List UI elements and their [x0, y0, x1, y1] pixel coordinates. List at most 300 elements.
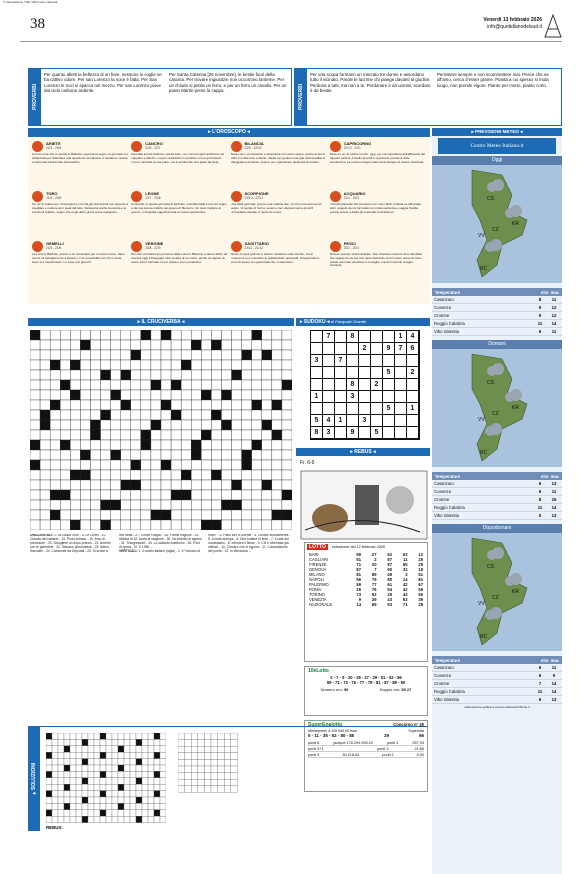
crossword-cell[interactable] — [141, 330, 151, 340]
crossword-cell[interactable] — [181, 430, 191, 440]
crossword-cell[interactable] — [90, 500, 100, 510]
crossword-cell[interactable] — [40, 500, 50, 510]
crossword-cell[interactable] — [40, 370, 50, 380]
sudoku-cell[interactable] — [407, 355, 419, 367]
sudoku-cell[interactable] — [359, 427, 371, 439]
crossword-cell[interactable] — [252, 460, 262, 470]
sudoku-cell[interactable] — [407, 415, 419, 427]
crossword-cell[interactable] — [60, 340, 70, 350]
crossword-cell[interactable] — [151, 460, 161, 470]
crossword-cell[interactable] — [191, 380, 201, 390]
crossword-cell[interactable] — [221, 380, 231, 390]
crossword-cell[interactable] — [262, 460, 272, 470]
crossword-cell[interactable] — [90, 360, 100, 370]
crossword-cell[interactable] — [221, 460, 231, 470]
crossword-cell[interactable] — [161, 430, 171, 440]
crossword-cell[interactable] — [141, 420, 151, 430]
sudoku-cell[interactable] — [335, 367, 347, 379]
sudoku-cell[interactable] — [347, 355, 359, 367]
sudoku-cell[interactable] — [335, 379, 347, 391]
crossword-cell[interactable] — [221, 430, 231, 440]
crossword-cell[interactable] — [101, 420, 111, 430]
sudoku-cell[interactable]: 8 — [347, 379, 359, 391]
crossword-cell[interactable] — [70, 490, 80, 500]
crossword-cell[interactable] — [40, 480, 50, 490]
crossword-cell[interactable] — [30, 500, 40, 510]
crossword-cell[interactable] — [111, 360, 121, 370]
crossword-cell[interactable] — [111, 430, 121, 440]
sudoku-cell[interactable] — [371, 355, 383, 367]
crossword-cell[interactable] — [211, 450, 221, 460]
crossword-cell[interactable] — [70, 410, 80, 420]
crossword-cell[interactable] — [151, 440, 161, 450]
sudoku-cell[interactable] — [323, 403, 335, 415]
crossword-cell[interactable] — [40, 490, 50, 500]
crossword-cell[interactable] — [252, 340, 262, 350]
crossword-cell[interactable] — [282, 460, 292, 470]
sudoku-cell[interactable]: 5 — [371, 427, 383, 439]
crossword-cell[interactable] — [201, 510, 211, 520]
crossword-cell[interactable] — [181, 400, 191, 410]
crossword-cell[interactable] — [211, 440, 221, 450]
sudoku-cell[interactable] — [359, 367, 371, 379]
crossword-cell[interactable] — [252, 470, 262, 480]
crossword-cell[interactable] — [211, 470, 221, 480]
crossword-cell[interactable] — [40, 450, 50, 460]
crossword-cell[interactable] — [80, 440, 90, 450]
crossword-cell[interactable] — [272, 380, 282, 390]
crossword-cell[interactable] — [121, 360, 131, 370]
crossword-cell[interactable] — [50, 350, 60, 360]
crossword-cell[interactable] — [252, 490, 262, 500]
crossword-cell[interactable] — [121, 350, 131, 360]
crossword-cell[interactable] — [201, 330, 211, 340]
crossword-cell[interactable] — [171, 520, 181, 530]
crossword-cell[interactable] — [101, 380, 111, 390]
crossword-cell[interactable] — [262, 430, 272, 440]
crossword-cell[interactable] — [60, 480, 70, 490]
crossword-cell[interactable] — [60, 430, 70, 440]
sudoku-cell[interactable] — [335, 427, 347, 439]
crossword-cell[interactable] — [161, 460, 171, 470]
crossword-cell[interactable] — [161, 510, 171, 520]
crossword-cell[interactable] — [101, 370, 111, 380]
crossword-cell[interactable] — [181, 480, 191, 490]
sudoku-cell[interactable] — [395, 415, 407, 427]
crossword-cell[interactable] — [282, 500, 292, 510]
crossword-cell[interactable] — [50, 440, 60, 450]
crossword-cell[interactable] — [191, 480, 201, 490]
crossword-cell[interactable] — [131, 350, 141, 360]
crossword-cell[interactable] — [252, 520, 262, 530]
crossword-cell[interactable] — [111, 370, 121, 380]
crossword-cell[interactable] — [221, 500, 231, 510]
crossword-cell[interactable] — [232, 510, 242, 520]
crossword-cell[interactable] — [30, 440, 40, 450]
crossword-cell[interactable] — [272, 480, 282, 490]
crossword-cell[interactable] — [30, 510, 40, 520]
crossword-cell[interactable] — [80, 500, 90, 510]
crossword-cell[interactable] — [211, 480, 221, 490]
crossword-cell[interactable] — [131, 510, 141, 520]
crossword-cell[interactable] — [221, 400, 231, 410]
sudoku-cell[interactable]: 6 — [407, 343, 419, 355]
crossword-cell[interactable] — [50, 450, 60, 460]
crossword-cell[interactable] — [30, 520, 40, 530]
crossword-cell[interactable] — [40, 410, 50, 420]
crossword-cell[interactable] — [101, 390, 111, 400]
sudoku-cell[interactable]: 7 — [395, 343, 407, 355]
crossword-cell[interactable] — [151, 390, 161, 400]
crossword-cell[interactable] — [171, 500, 181, 510]
crossword-cell[interactable] — [80, 470, 90, 480]
crossword-cell[interactable] — [232, 440, 242, 450]
sudoku-cell[interactable] — [335, 343, 347, 355]
crossword-cell[interactable] — [101, 350, 111, 360]
crossword-cell[interactable] — [232, 390, 242, 400]
crossword-cell[interactable] — [80, 340, 90, 350]
sudoku-cell[interactable] — [311, 331, 323, 343]
crossword-cell[interactable] — [40, 380, 50, 390]
crossword-cell[interactable] — [191, 360, 201, 370]
crossword-cell[interactable] — [151, 420, 161, 430]
crossword-cell[interactable] — [60, 380, 70, 390]
crossword-cell[interactable] — [262, 400, 272, 410]
crossword-cell[interactable] — [221, 520, 231, 530]
crossword-cell[interactable] — [80, 390, 90, 400]
crossword-cell[interactable] — [80, 420, 90, 430]
sudoku-cell[interactable] — [395, 403, 407, 415]
crossword-cell[interactable] — [60, 390, 70, 400]
crossword-cell[interactable] — [171, 380, 181, 390]
sudoku-cell[interactable]: 9 — [347, 427, 359, 439]
crossword-cell[interactable] — [201, 450, 211, 460]
sudoku-cell[interactable]: 3 — [323, 427, 335, 439]
sudoku-cell[interactable] — [407, 379, 419, 391]
crossword-cell[interactable] — [80, 360, 90, 370]
crossword-cell[interactable] — [40, 360, 50, 370]
crossword-cell[interactable] — [90, 410, 100, 420]
crossword-cell[interactable] — [141, 430, 151, 440]
sudoku-cell[interactable] — [383, 331, 395, 343]
crossword-cell[interactable] — [80, 330, 90, 340]
crossword-cell[interactable] — [171, 340, 181, 350]
sudoku-cell[interactable] — [383, 379, 395, 391]
sudoku-cell[interactable] — [395, 367, 407, 379]
crossword-cell[interactable] — [151, 490, 161, 500]
crossword-cell[interactable] — [101, 410, 111, 420]
crossword-grid[interactable] — [30, 330, 292, 530]
crossword-cell[interactable] — [151, 510, 161, 520]
crossword-cell[interactable] — [111, 460, 121, 470]
crossword-cell[interactable] — [70, 370, 80, 380]
sudoku-cell[interactable]: 3 — [311, 355, 323, 367]
crossword-cell[interactable] — [252, 440, 262, 450]
crossword-cell[interactable] — [131, 330, 141, 340]
crossword-cell[interactable] — [70, 340, 80, 350]
sudoku-cell[interactable] — [371, 415, 383, 427]
crossword-cell[interactable] — [201, 350, 211, 360]
crossword-cell[interactable] — [191, 350, 201, 360]
crossword-cell[interactable] — [90, 510, 100, 520]
crossword-cell[interactable] — [151, 410, 161, 420]
crossword-cell[interactable] — [121, 470, 131, 480]
crossword-cell[interactable] — [131, 380, 141, 390]
crossword-cell[interactable] — [121, 440, 131, 450]
crossword-cell[interactable] — [60, 450, 70, 460]
crossword-cell[interactable] — [191, 450, 201, 460]
crossword-cell[interactable] — [191, 520, 201, 530]
crossword-cell[interactable] — [221, 450, 231, 460]
crossword-cell[interactable] — [70, 480, 80, 490]
crossword-cell[interactable] — [191, 420, 201, 430]
crossword-cell[interactable] — [191, 410, 201, 420]
crossword-cell[interactable] — [191, 430, 201, 440]
crossword-cell[interactable] — [161, 440, 171, 450]
crossword-cell[interactable] — [111, 330, 121, 340]
crossword-cell[interactable] — [171, 350, 181, 360]
crossword-cell[interactable] — [252, 430, 262, 440]
crossword-cell[interactable] — [50, 480, 60, 490]
crossword-cell[interactable] — [50, 360, 60, 370]
crossword-cell[interactable] — [30, 330, 40, 340]
crossword-cell[interactable] — [80, 490, 90, 500]
crossword-cell[interactable] — [181, 380, 191, 390]
crossword-cell[interactable] — [242, 360, 252, 370]
crossword-cell[interactable] — [282, 450, 292, 460]
crossword-cell[interactable] — [201, 400, 211, 410]
crossword-cell[interactable] — [50, 490, 60, 500]
crossword-cell[interactable] — [161, 500, 171, 510]
crossword-cell[interactable] — [171, 410, 181, 420]
crossword-cell[interactable] — [232, 490, 242, 500]
sudoku-cell[interactable] — [323, 379, 335, 391]
crossword-cell[interactable] — [141, 510, 151, 520]
crossword-cell[interactable] — [242, 330, 252, 340]
crossword-cell[interactable] — [181, 330, 191, 340]
crossword-cell[interactable] — [201, 430, 211, 440]
crossword-cell[interactable] — [282, 490, 292, 500]
crossword-cell[interactable] — [151, 480, 161, 490]
crossword-cell[interactable] — [262, 500, 272, 510]
crossword-cell[interactable] — [201, 460, 211, 470]
crossword-cell[interactable] — [272, 440, 282, 450]
crossword-cell[interactable] — [171, 420, 181, 430]
sudoku-cell[interactable] — [371, 331, 383, 343]
crossword-cell[interactable] — [211, 500, 221, 510]
crossword-cell[interactable] — [232, 430, 242, 440]
crossword-cell[interactable] — [171, 370, 181, 380]
crossword-cell[interactable] — [221, 510, 231, 520]
crossword-cell[interactable] — [40, 400, 50, 410]
crossword-cell[interactable] — [70, 450, 80, 460]
crossword-cell[interactable] — [60, 490, 70, 500]
crossword-cell[interactable] — [272, 350, 282, 360]
crossword-cell[interactable] — [181, 370, 191, 380]
crossword-cell[interactable] — [262, 330, 272, 340]
crossword-cell[interactable] — [262, 380, 272, 390]
sudoku-cell[interactable]: 9 — [383, 343, 395, 355]
crossword-cell[interactable] — [232, 420, 242, 430]
crossword-cell[interactable] — [211, 360, 221, 370]
crossword-cell[interactable] — [30, 470, 40, 480]
crossword-cell[interactable] — [80, 480, 90, 490]
crossword-cell[interactable] — [131, 440, 141, 450]
sudoku-cell[interactable]: 2 — [407, 367, 419, 379]
crossword-cell[interactable] — [90, 430, 100, 440]
crossword-cell[interactable] — [121, 430, 131, 440]
crossword-cell[interactable] — [201, 440, 211, 450]
crossword-cell[interactable] — [242, 450, 252, 460]
crossword-cell[interactable] — [201, 500, 211, 510]
sudoku-cell[interactable] — [395, 355, 407, 367]
crossword-cell[interactable] — [40, 460, 50, 470]
crossword-cell[interactable] — [161, 400, 171, 410]
crossword-cell[interactable] — [262, 420, 272, 430]
sudoku-cell[interactable] — [395, 427, 407, 439]
sudoku-cell[interactable] — [335, 391, 347, 403]
crossword-cell[interactable] — [60, 350, 70, 360]
crossword-cell[interactable] — [141, 460, 151, 470]
crossword-cell[interactable] — [181, 460, 191, 470]
crossword-cell[interactable] — [221, 480, 231, 490]
crossword-cell[interactable] — [121, 450, 131, 460]
crossword-cell[interactable] — [252, 480, 262, 490]
crossword-cell[interactable] — [141, 370, 151, 380]
crossword-cell[interactable] — [70, 380, 80, 390]
crossword-cell[interactable] — [151, 470, 161, 480]
crossword-cell[interactable] — [191, 490, 201, 500]
crossword-cell[interactable] — [242, 400, 252, 410]
crossword-cell[interactable] — [211, 390, 221, 400]
crossword-cell[interactable] — [282, 360, 292, 370]
crossword-cell[interactable] — [242, 390, 252, 400]
sudoku-cell[interactable]: 1 — [407, 403, 419, 415]
crossword-cell[interactable] — [60, 470, 70, 480]
crossword-cell[interactable] — [151, 380, 161, 390]
crossword-cell[interactable] — [151, 330, 161, 340]
crossword-cell[interactable] — [232, 500, 242, 510]
crossword-cell[interactable] — [191, 390, 201, 400]
sudoku-cell[interactable] — [359, 403, 371, 415]
crossword-cell[interactable] — [80, 410, 90, 420]
crossword-cell[interactable] — [50, 370, 60, 380]
crossword-cell[interactable] — [40, 340, 50, 350]
sudoku-cell[interactable] — [395, 391, 407, 403]
crossword-cell[interactable] — [181, 450, 191, 460]
crossword-cell[interactable] — [221, 490, 231, 500]
crossword-cell[interactable] — [201, 360, 211, 370]
crossword-cell[interactable] — [242, 370, 252, 380]
crossword-cell[interactable] — [80, 400, 90, 410]
crossword-cell[interactable] — [40, 420, 50, 430]
crossword-cell[interactable] — [70, 440, 80, 450]
crossword-cell[interactable] — [181, 510, 191, 520]
crossword-cell[interactable] — [30, 460, 40, 470]
crossword-cell[interactable] — [272, 330, 282, 340]
crossword-cell[interactable] — [70, 390, 80, 400]
crossword-cell[interactable] — [131, 430, 141, 440]
crossword-cell[interactable] — [121, 390, 131, 400]
crossword-cell[interactable] — [80, 460, 90, 470]
crossword-cell[interactable] — [171, 330, 181, 340]
crossword-cell[interactable] — [60, 520, 70, 530]
crossword-cell[interactable] — [272, 370, 282, 380]
crossword-cell[interactable] — [30, 370, 40, 380]
crossword-cell[interactable] — [171, 400, 181, 410]
crossword-cell[interactable] — [131, 360, 141, 370]
crossword-cell[interactable] — [151, 370, 161, 380]
crossword-cell[interactable] — [111, 340, 121, 350]
crossword-cell[interactable] — [272, 460, 282, 470]
crossword-cell[interactable] — [90, 400, 100, 410]
crossword-cell[interactable] — [161, 340, 171, 350]
crossword-cell[interactable] — [262, 520, 272, 530]
sudoku-cell[interactable]: 7 — [323, 331, 335, 343]
crossword-cell[interactable] — [30, 410, 40, 420]
crossword-cell[interactable] — [191, 510, 201, 520]
crossword-cell[interactable] — [70, 520, 80, 530]
crossword-cell[interactable] — [121, 460, 131, 470]
crossword-cell[interactable] — [131, 390, 141, 400]
sudoku-cell[interactable]: 8 — [311, 427, 323, 439]
crossword-cell[interactable] — [181, 410, 191, 420]
sudoku-cell[interactable] — [371, 403, 383, 415]
crossword-cell[interactable] — [201, 520, 211, 530]
crossword-cell[interactable] — [151, 350, 161, 360]
crossword-cell[interactable] — [121, 380, 131, 390]
sudoku-cell[interactable] — [323, 367, 335, 379]
crossword-cell[interactable] — [211, 330, 221, 340]
crossword-cell[interactable] — [131, 420, 141, 430]
sudoku-cell[interactable] — [347, 415, 359, 427]
crossword-cell[interactable] — [50, 520, 60, 530]
crossword-cell[interactable] — [242, 430, 252, 440]
crossword-cell[interactable] — [121, 420, 131, 430]
crossword-cell[interactable] — [70, 360, 80, 370]
crossword-cell[interactable] — [221, 370, 231, 380]
crossword-cell[interactable] — [221, 360, 231, 370]
crossword-cell[interactable] — [272, 510, 282, 520]
crossword-cell[interactable] — [60, 330, 70, 340]
sudoku-cell[interactable]: 5 — [311, 415, 323, 427]
crossword-cell[interactable] — [60, 500, 70, 510]
crossword-cell[interactable] — [161, 420, 171, 430]
crossword-cell[interactable] — [30, 390, 40, 400]
crossword-cell[interactable] — [252, 380, 262, 390]
crossword-cell[interactable] — [101, 500, 111, 510]
crossword-cell[interactable] — [60, 440, 70, 450]
crossword-cell[interactable] — [272, 430, 282, 440]
crossword-cell[interactable] — [101, 490, 111, 500]
crossword-cell[interactable] — [90, 520, 100, 530]
crossword-cell[interactable] — [141, 500, 151, 510]
crossword-cell[interactable] — [171, 480, 181, 490]
crossword-cell[interactable] — [30, 350, 40, 360]
crossword-cell[interactable] — [131, 370, 141, 380]
crossword-cell[interactable] — [232, 460, 242, 470]
crossword-cell[interactable] — [211, 420, 221, 430]
crossword-cell[interactable] — [252, 350, 262, 360]
crossword-cell[interactable] — [40, 520, 50, 530]
crossword-cell[interactable] — [232, 380, 242, 390]
crossword-cell[interactable] — [101, 460, 111, 470]
crossword-cell[interactable] — [161, 480, 171, 490]
crossword-cell[interactable] — [201, 490, 211, 500]
crossword-cell[interactable] — [151, 500, 161, 510]
crossword-cell[interactable] — [131, 460, 141, 470]
crossword-cell[interactable] — [60, 460, 70, 470]
